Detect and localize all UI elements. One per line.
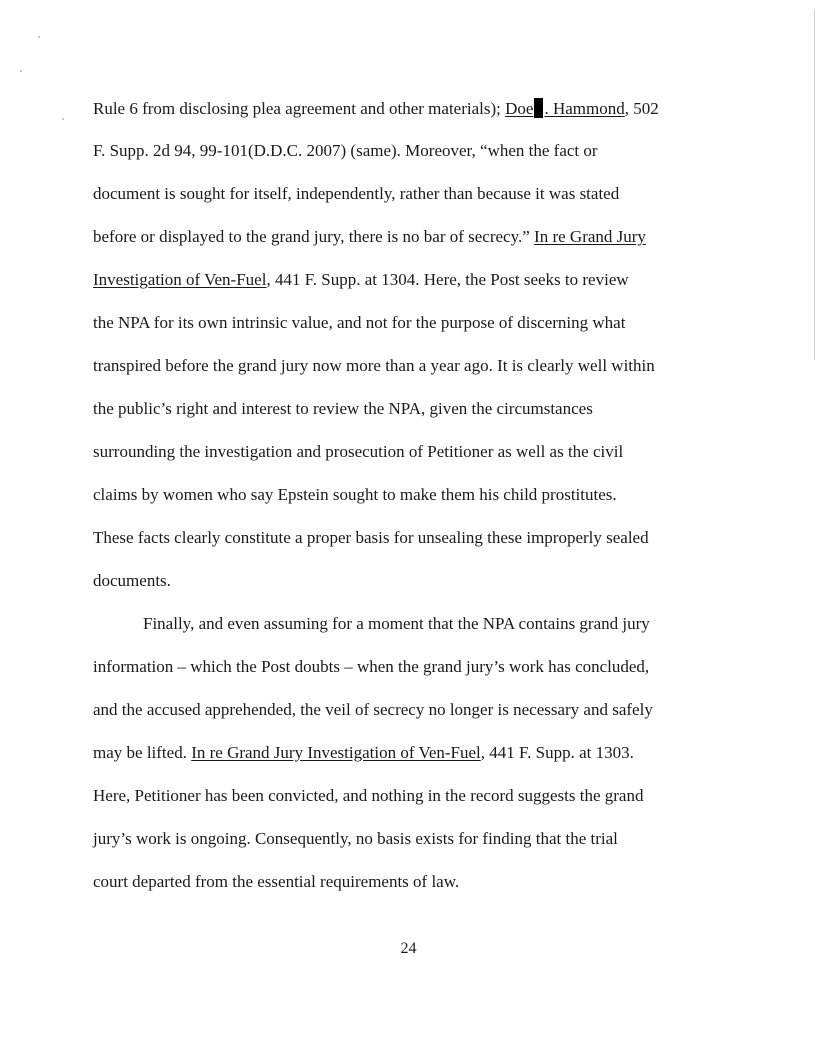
text-run: , 441 F. Supp. at 1304. Here, the Post seeks to review: [266, 270, 629, 289]
text-run: These facts clearly constitute a proper basis for unsealing these improperly sealed: [93, 528, 649, 547]
case-citation: In re Grand Jury: [534, 227, 646, 246]
body-line-13: [143, 614, 650, 634]
text-run: court departed from the essential requirements of law.: [93, 872, 460, 891]
text-run: document is sought for itself, independently, rather than because it was stated: [93, 184, 620, 203]
body-line-14: [93, 657, 649, 677]
text-run: , 441 F. Supp. at 1303.: [480, 743, 634, 762]
body-line-18: [93, 829, 618, 849]
case-citation-link: [505, 99, 625, 118]
body-line-5: [93, 270, 629, 290]
text-run: Rule 6 from disclosing plea agreement and other materials);: [93, 99, 506, 118]
body-line-10: [93, 485, 617, 505]
text-run: Finally, and even assuming for a moment that the NPA contains grand jury: [143, 614, 650, 633]
text-run: may be lifted.: [93, 743, 192, 762]
body-line-7: [93, 356, 655, 376]
text-run: the NPA for its own intrinsic value, and not for the purpose of discerning what: [93, 313, 626, 332]
text-run: the public’s right and interest to review the NPA, given the circumstances: [93, 399, 593, 418]
body-line-9: [93, 442, 623, 462]
text-run: before or displayed to the grand jury, there is no bar of secrecy.”: [93, 227, 535, 246]
body-line-16: [93, 743, 634, 763]
body-line-3: [93, 184, 619, 204]
body-line-12: [93, 571, 171, 591]
text-run: , 502: [624, 99, 659, 118]
case-citation: Investigation of Ven-Fuel: [93, 270, 267, 289]
body-line-19: [93, 872, 459, 892]
text-run: . Hammond: [544, 99, 625, 118]
text-run: F. Supp. 2d 94, 99-101(D.D.C. 2007) (same). Moreover, “when the fact or: [93, 141, 598, 160]
text-run: transpired before the grand jury now more than a year ago. It is clearly well within: [93, 356, 655, 375]
redaction-block: [534, 98, 543, 118]
scan-speck: [20, 70, 22, 72]
body-line-2: [93, 141, 598, 161]
body-line-8: [93, 399, 593, 419]
text-run: Doe: [505, 99, 534, 118]
case-citation: In re Grand Jury Investigation of Ven-Fuel: [191, 743, 481, 762]
body-line-17: [93, 786, 643, 806]
body-line-4: [93, 227, 646, 247]
text-run: jury’s work is ongoing. Consequently, no basis exists for finding that the trial: [93, 829, 618, 848]
scan-speck: [38, 36, 40, 38]
text-run: and the accused apprehended, the veil of secrecy no longer is necessary and safely: [93, 700, 653, 719]
body-line-1: [93, 98, 659, 119]
page-number: 24: [400, 940, 417, 957]
text-run: information – which the Post doubts – when the grand jury’s work has concluded,: [93, 657, 650, 676]
body-line-11: [93, 528, 649, 548]
body-line-6: [93, 313, 625, 333]
text-run: Here, Petitioner has been convicted, and nothing in the record suggests the grand: [93, 786, 644, 805]
text-run: claims by women who say Epstein sought to make them his child prostitutes.: [93, 485, 617, 504]
scan-edge-line: [814, 10, 815, 360]
text-run: surrounding the investigation and prosecution of Petitioner as well as the civil: [93, 442, 624, 461]
scan-speck: [62, 118, 64, 120]
text-run: documents.: [93, 571, 171, 590]
body-line-15: [93, 700, 653, 720]
